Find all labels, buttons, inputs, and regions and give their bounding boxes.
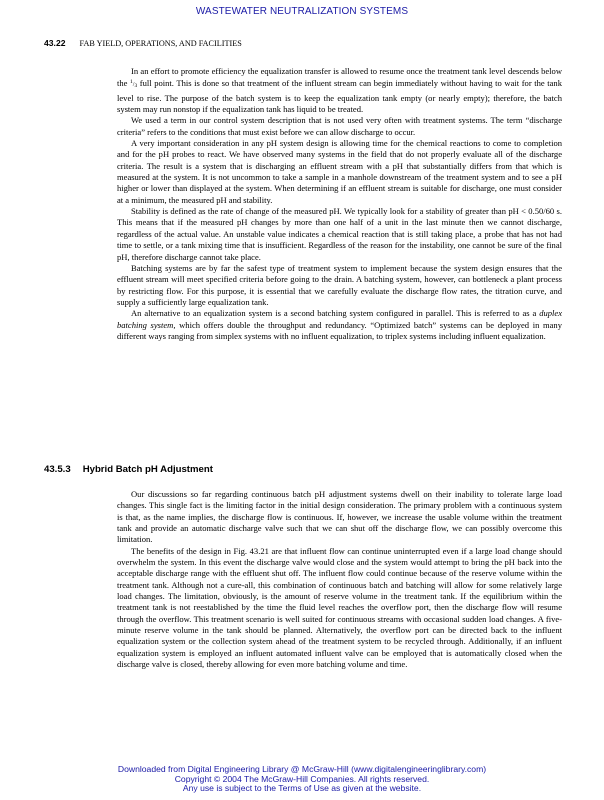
paragraph-8: The benefits of the design in Fig. 43.21 are that influent flow can continue uninterrupted even if a large load change should overwhelm the system. In this event the discharge valve would close and the system would attempt to bring the pH back into the acceptable discharge range with the effluent shut off. The influent flow could continue because of the reserve volume within the treatment tank. Although not a cure-all, this combination of continuous batch and batching will allow for some relatively large load changes. The limitation, obviously, is the amount of reserve volume in the treatment tank. If the equilibrium within the treatment tank is not reestablished by the time the fluid level reaches the overflow port, then the discharge flow will resume through the overflow. This treatment scenario is well suited for continuous streams with occasional sudden load changes. A five-minute reserve volume in the tank should be planned. Alternatively, the overflow port can be directed back to the influent equalization system or the collection system ahead of the treatment system to be recycled through. Additionally, if an influent equalization system is employed an influent automated influent valve can be employed that is automatically closed when the discharge valve is closed, thereby allowing for even more batching volume and time. — [117, 545, 562, 670]
fraction-denominator: 3 — [134, 83, 138, 90]
banner-title: WASTEWATER NEUTRALIZATION SYSTEMS — [195, 6, 409, 17]
running-head-title: FAB YIELD, OPERATIONS, AND FACILITIES — [79, 39, 242, 48]
section-title: Hybrid Batch pH Adjustment — [82, 464, 213, 475]
section-number: 43.5.3 — [44, 464, 71, 475]
footer-download-line[interactable]: Downloaded from Digital Engineering Library @ McGraw-Hill (www.digitalengineeringlibrary.com) — [117, 764, 487, 774]
paragraph-4: Stability is defined as the rate of change of the measured pH. We typically look for a stability of greater than pH < 0.50/60 s. This means that if the measured pH changes by more than one half of a unit in the last minute then we cannot discharge, regardless of the actual value. An unstable value indicates a chemical reaction that is still taking place, a probe that has not had time to settle, or a tank mixing time that is insufficient. Regardless of the reason for the instability, one cannot be sure of the final pH, therefore discharge cannot take place. — [117, 206, 562, 262]
duplex-term: duplex batching system, — [117, 308, 562, 330]
footer-copyright-line: Copyright © 2004 The McGraw-Hill Companies. All rights reserved. — [174, 773, 430, 784]
page-number: 43.22 — [44, 38, 66, 48]
paragraph-1 — [117, 66, 562, 115]
paragraph-5: Batching systems are by far the safest type of treatment system to implement because the system design ensures that the effluent stream will meet specified criteria before going to the drain. A batching system, however, can bottleneck a plant process by restricting flow. For this purpose, it is essential that we carefully evaluate the discharge flow rates, the titration curve, and supply a sufficiently large equalization tank. — [117, 262, 562, 307]
footer-terms-line[interactable]: Any use is subject to the Terms of Use as given at the website. — [182, 783, 422, 794]
body-text-top — [117, 66, 562, 342]
paragraph-1-part-b: full point. This is done so that treatment of the influent stream can begin immediately without having to wait for the tank level to rise. The purpose of the batch system is to keep the equalization tank empty (or nearly empty); therefore, the batch system may run nonstop if the equalization tank has liquid to be treated. — [117, 78, 562, 115]
paragraph-3: A very important consideration in any pH system design is allowing time for the chemical reactions to come to completion and for the pH probes to react. We have observed many systems in the field that do not properly evaluate all of the discharge criteria. The result is a system that is discharging an effluent stream with a pH that substantially differs from that which is measured at the system. It is not uncommon to take a sample in a manhole downstream of the treatment system and to see a pH higher or lower than displayed at the system. When determining if an effluent stream is suitable for discharge, one must consider at a minimum, the measured pH and stability. — [117, 138, 562, 205]
body-text-bottom — [117, 489, 562, 671]
download-footer — [0, 765, 604, 794]
paragraph-6-part-a: An alternative to an equalization system is a second batching system configured in parallel. This is referred to as a — [131, 308, 540, 319]
paragraph-1-part-a: In an effort to promote efficiency the equalization transfer is allowed to resume once the treatment tank level descends below the — [117, 66, 562, 89]
running-head — [44, 38, 564, 48]
section-heading — [44, 464, 213, 475]
paragraph-6-part-b: which offers double the throughput and redundancy. “Optimized batch” systems can be deployed in many different ways ranging from simplex systems with no influent equalization, to triplex systems including influent equalization. — [117, 319, 562, 341]
paragraph-7: Our discussions so far regarding continuous batch pH adjustment systems dwell on their inability to tolerate large load changes. This single fact is the limiting factor in the initial design consideration. The primary problem with a continuous system is that, as the name implies, the discharge flow is continuous. If, however, we increase the usable volume within the treatment tank and provide an automatic discharge valve such that we can shut off the discharge flow, we can possibly overcome this limitation. — [117, 489, 562, 545]
one-third-fraction: $^1/_3$ — [130, 79, 138, 90]
fraction-numerator: 1 — [130, 79, 133, 86]
paragraph-6 — [117, 308, 562, 342]
paragraph-2: We used a term in our control system description that is not used very often with treatment systems. The term “discharge criteria” refers to the conditions that must exist before we can allow discharge to occur. — [117, 115, 562, 137]
